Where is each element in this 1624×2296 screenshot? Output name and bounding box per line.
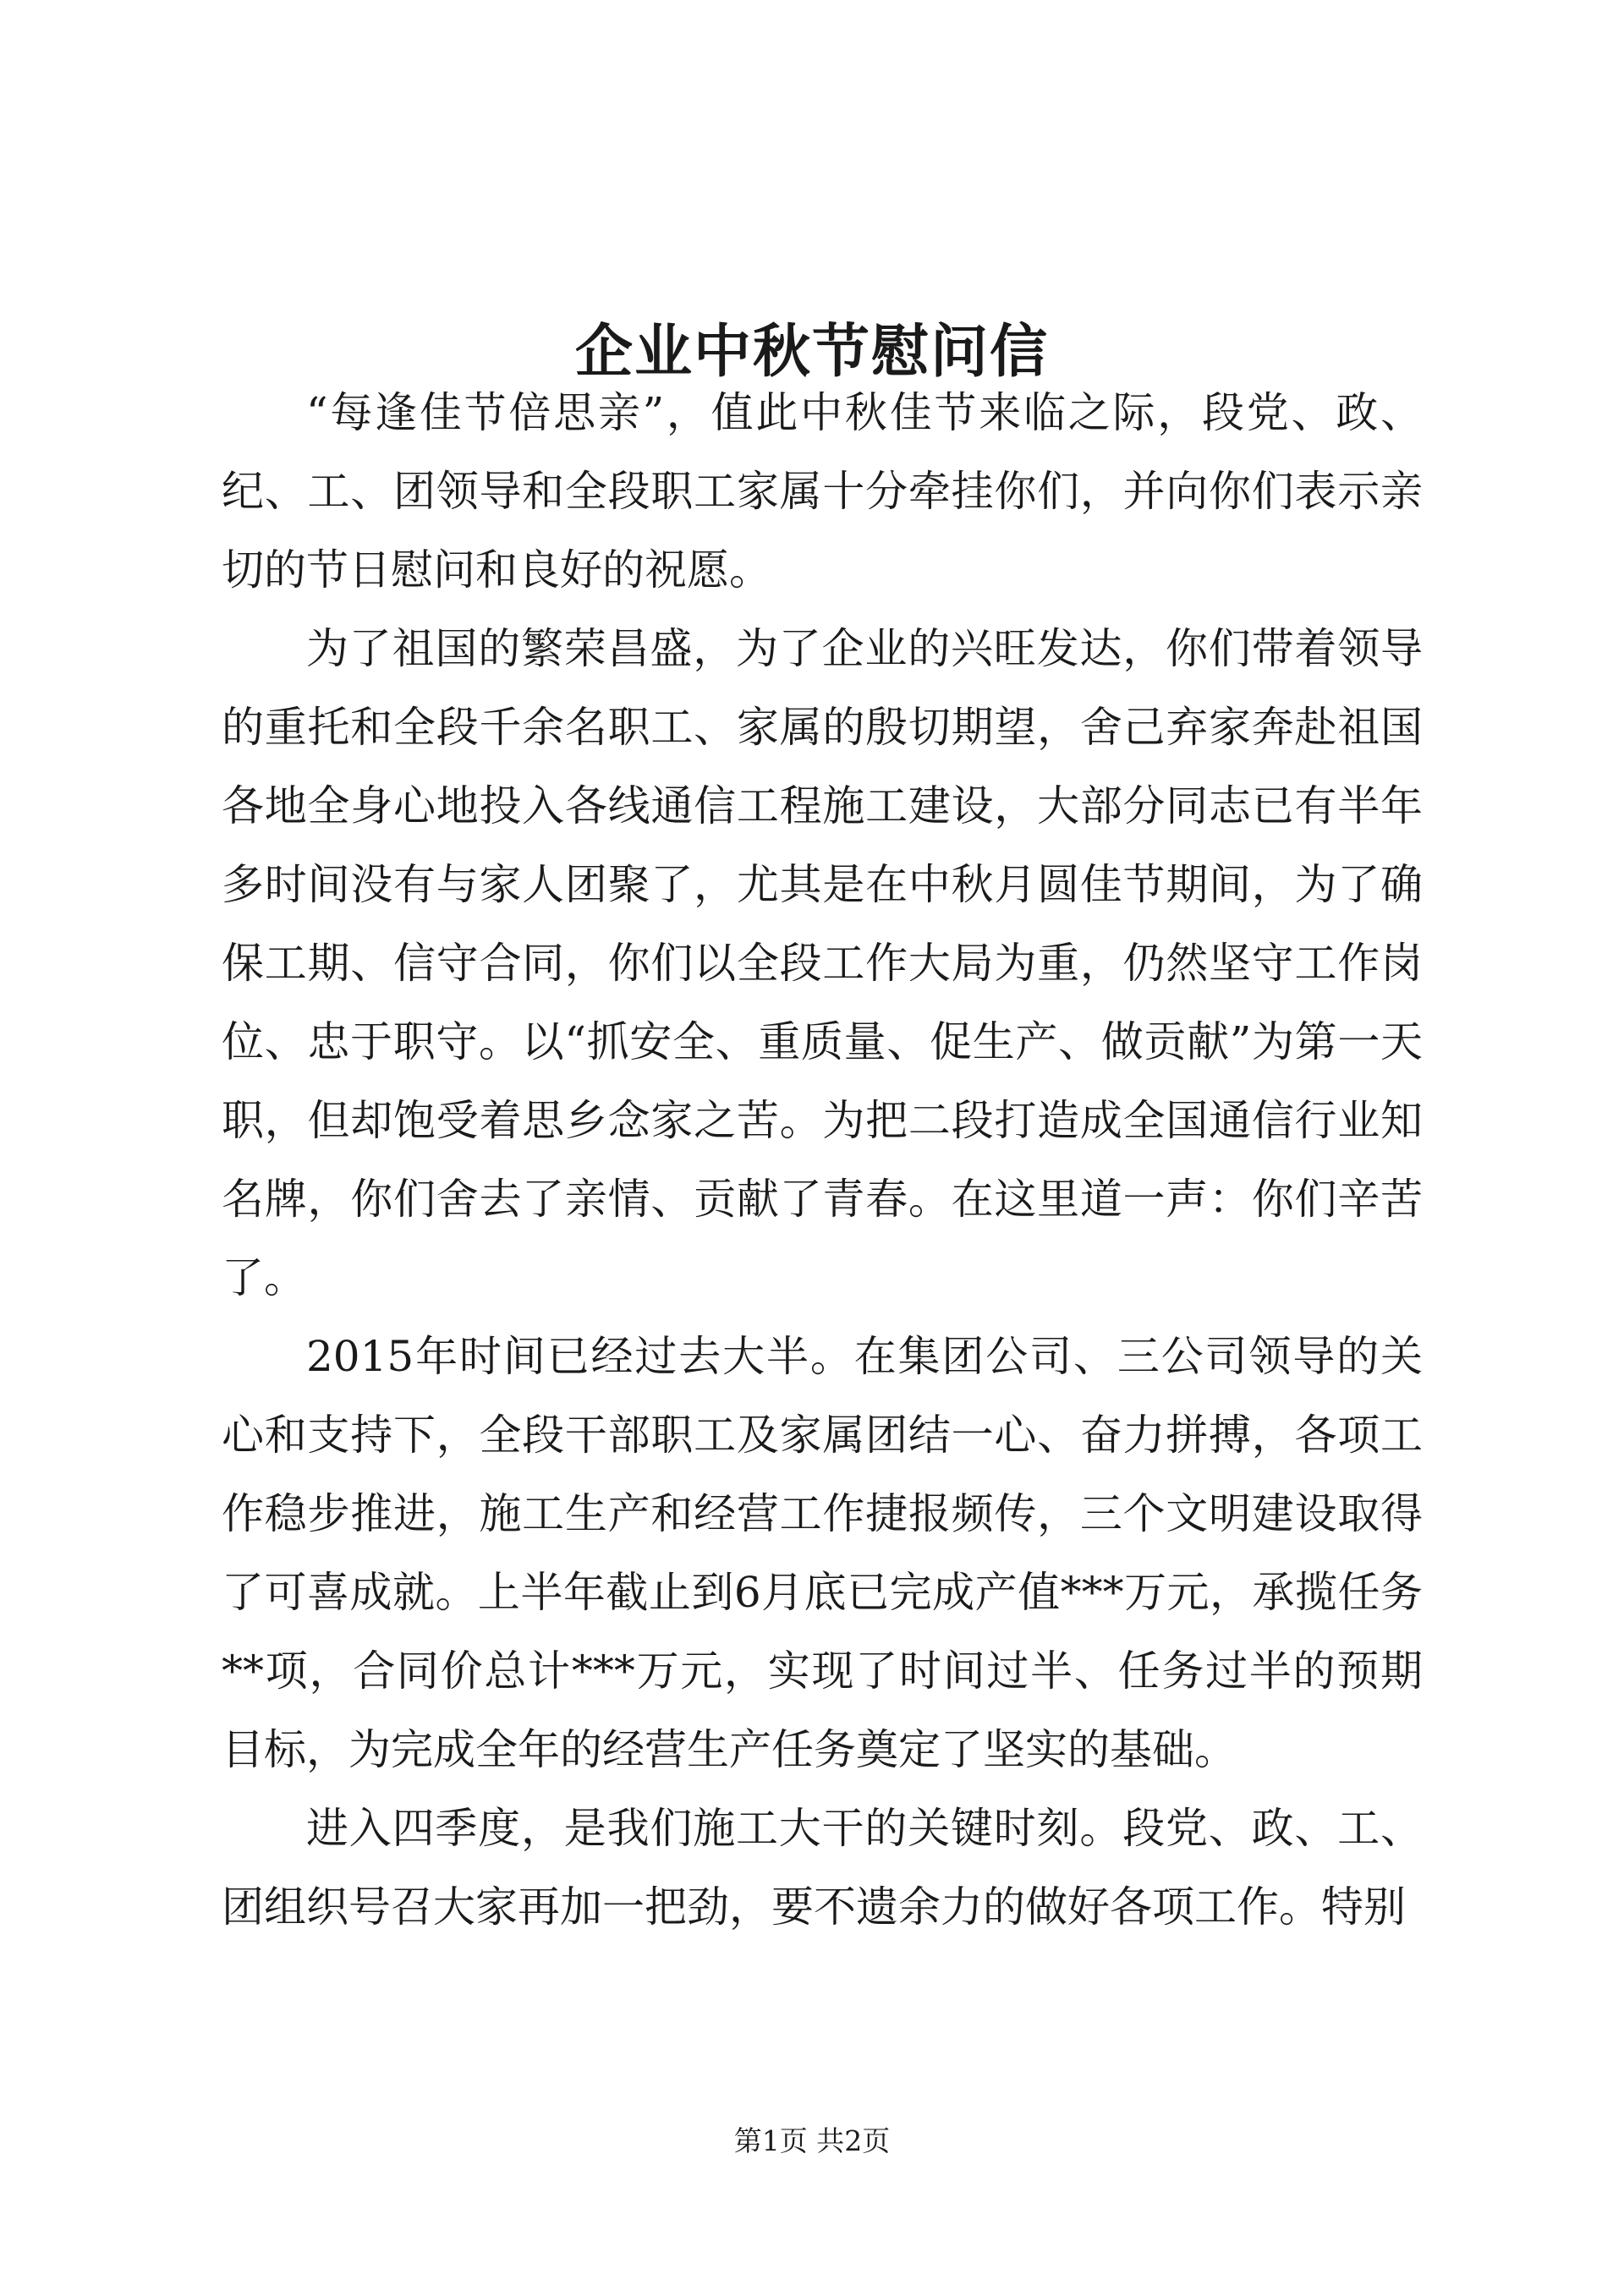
document-title: 企业中秋节慰问信 xyxy=(574,317,1049,386)
paragraph-achievements: 2015年时间已经过去大半。在集团公司、三公司领导的关心和支持下，全段干部职工及家属团结一心、奋力拼搏，各项工作稳步推进，施工生产和经营工作捷报频传，三个文明建设取得了可喜成就。上半年截止到6月底已完成产值***万元，承揽任务**项，合同价总计***万元，实现了时间过半、任务过半的预期目标，为完成全年的经营生产任务奠定了坚实的基础。 xyxy=(222,1332,1423,1774)
paragraph-greeting: “每逢佳节倍思亲”，值此中秋佳节来临之际，段党、政、纪、工、团领导和全段职工家属十分牵挂你们，并向你们表示亲切的节日慰问和良好的祝愿。 xyxy=(222,388,1423,595)
paragraph-fourth-quarter: 进入四季度，是我们施工大干的关键时刻。段党、政、工、团组织号召大家再加一把劲，要不遗余力的做好各项工作。特别 xyxy=(222,1804,1423,1932)
document-body xyxy=(222,374,1423,1947)
paragraph-dedication: 为了祖国的繁荣昌盛，为了企业的兴旺发达，你们带着领导的重托和全段千余名职工、家属的殷切期望，舍己弃家奔赴祖国各地全身心地投入各线通信工程施工建设，大部分同志已有半年多时间没有与家人团聚了，尤其是在中秋月圆佳节期间，为了确保工期、信守合同，你们以全段工作大局为重，仍然坚守工作岗位、忠于职守。以“抓安全、重质量、促生产、做贡献”为第一天职，但却饱受着思乡念家之苦。为把二段打造成全国通信行业知名牌，你们舍去了亲情、贡献了青春。在这里道一声：你们辛苦了。 xyxy=(222,624,1423,1302)
page-number-footer: 第1页 共2页 xyxy=(733,2124,891,2157)
